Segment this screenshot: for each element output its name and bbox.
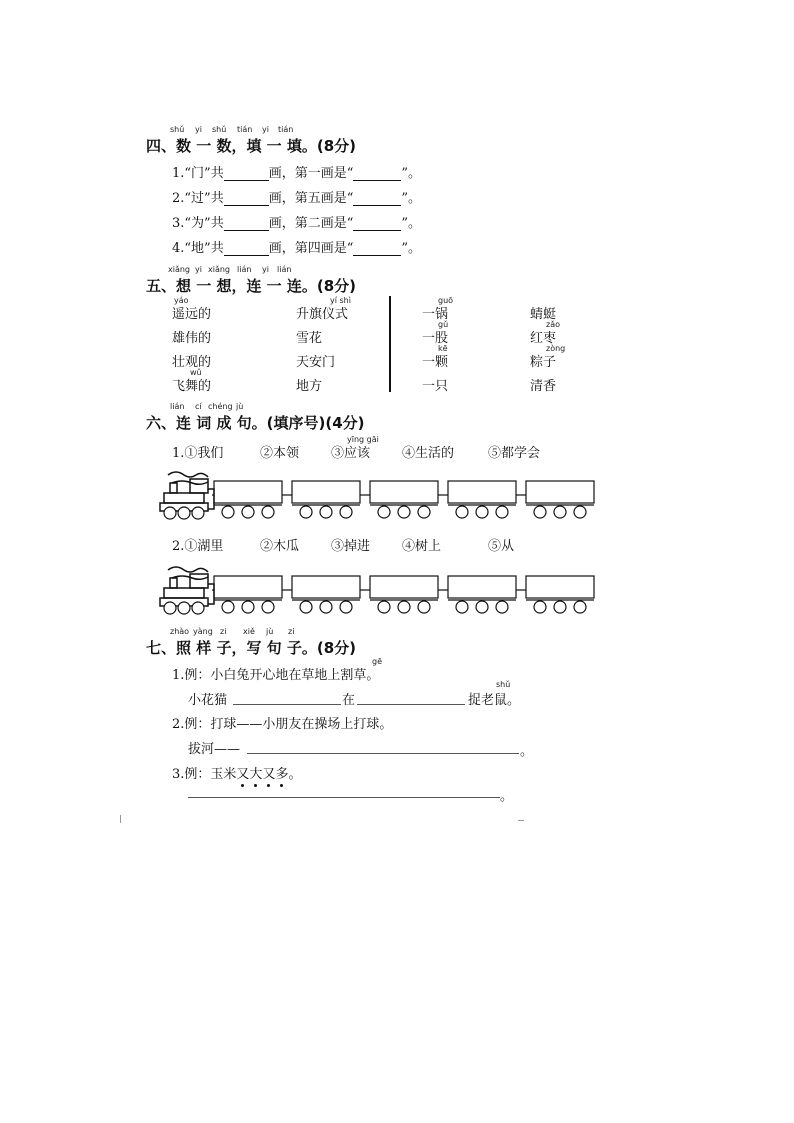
pinyin: chéng xyxy=(208,402,233,411)
pinyin-yi: yi xyxy=(195,125,202,134)
scan-mark xyxy=(120,815,121,823)
match-item[interactable]: 地方 xyxy=(296,379,323,394)
match-item[interactable]: 天安门 xyxy=(296,355,336,370)
pinyin: wǔ xyxy=(190,368,202,377)
word-option: ②木瓜 xyxy=(260,539,300,554)
fill-suffix: 捉老鼠。 xyxy=(468,693,521,708)
pinyin: lián xyxy=(170,402,185,411)
pinyin-shu: shǔ xyxy=(170,125,185,134)
word-option: ⑤从 xyxy=(488,539,515,554)
scan-mark xyxy=(518,820,524,821)
match-item[interactable]: 一颗 xyxy=(422,355,449,370)
pinyin: zǎo xyxy=(546,320,560,329)
stroke-blank[interactable] xyxy=(353,243,401,256)
pinyin: zòng xyxy=(546,344,566,353)
pinyin: zhào xyxy=(170,627,190,636)
stroke-count-blank[interactable] xyxy=(224,193,269,206)
pinyin: jù xyxy=(236,402,244,411)
pinyin: yi xyxy=(195,265,202,274)
section4-item-1: 1.“门”共 画，第一画是“ ”。 xyxy=(172,166,422,181)
pinyin: yàng xyxy=(193,627,213,636)
match-item[interactable]: 一股 xyxy=(422,331,449,346)
word-option: 1.①我们 xyxy=(172,446,224,461)
word-option: ③应该 xyxy=(331,446,371,461)
pinyin: xiě xyxy=(243,627,255,636)
example-1: 1.例：小白兔开心地在草地上割草。 xyxy=(172,668,380,683)
match-item[interactable]: 雪花 xyxy=(296,331,323,346)
match-item[interactable]: 一只 xyxy=(422,379,449,394)
match-item[interactable]: 飞舞的 xyxy=(172,379,212,394)
pinyin-tian2: tián xyxy=(278,125,294,134)
stroke-blank[interactable] xyxy=(353,193,401,206)
pinyin: lián xyxy=(237,265,252,274)
section4-title: 四、数 一 数，填 一 填。(8分) xyxy=(146,137,357,155)
example-3: 3.例：玉米又大又多。 xyxy=(172,763,301,782)
match-item[interactable]: 蜻蜓 xyxy=(530,307,557,322)
match-item[interactable]: 雄伟的 xyxy=(172,331,212,346)
word-option: ⑤都学会 xyxy=(488,446,541,461)
section7-title: 七、照 样 子，写 句 子。(8分) xyxy=(146,639,357,657)
pinyin-tian: tián xyxy=(237,125,253,134)
word-option: 2.①湖里 xyxy=(172,539,224,554)
section5-title: 五、想 一 想，连 一 连。(8分) xyxy=(146,277,357,295)
stroke-count-blank[interactable] xyxy=(224,243,269,256)
fill-prefix: 小花猫 xyxy=(188,693,228,708)
fill-mid: 在 xyxy=(342,693,356,708)
stroke-count-blank[interactable] xyxy=(224,168,269,181)
stroke-blank[interactable] xyxy=(353,218,401,231)
match-item[interactable]: 一锅 xyxy=(422,307,449,322)
pinyin: yí shì xyxy=(330,296,351,305)
stroke-blank[interactable] xyxy=(353,168,401,181)
section4-item-4: 4.“地”共 画，第四画是“ ”。 xyxy=(172,241,422,256)
word-option: ②本领 xyxy=(260,446,300,461)
pinyin: kē xyxy=(438,344,448,353)
pinyin: xiǎng xyxy=(168,265,191,274)
pinyin: zi xyxy=(288,627,295,636)
answer-line[interactable] xyxy=(357,704,465,705)
pinyin: yīng gāi xyxy=(347,435,379,444)
answer-line[interactable] xyxy=(188,797,500,798)
answer-line[interactable] xyxy=(247,753,519,754)
section6-title: 六、连 词 成 句。(填序号)(4分) xyxy=(146,414,365,432)
pinyin: gē xyxy=(372,657,382,666)
pinyin-shu2: shǔ xyxy=(212,125,227,134)
pinyin: shǔ xyxy=(496,680,511,689)
pinyin: zi xyxy=(220,627,227,636)
divider xyxy=(389,296,391,392)
pinyin: guō xyxy=(438,296,454,305)
pinyin: jù xyxy=(266,627,274,636)
match-item[interactable]: 红枣 xyxy=(530,331,557,346)
period: 。 xyxy=(500,789,514,804)
match-item[interactable]: 壮观的 xyxy=(172,355,212,370)
match-item[interactable]: 升旗仪式 xyxy=(296,307,349,322)
stroke-count-blank[interactable] xyxy=(224,218,269,231)
match-item[interactable]: 清香 xyxy=(530,379,557,394)
word-option: ④树上 xyxy=(402,539,442,554)
answer-line[interactable] xyxy=(233,704,341,705)
pinyin: xiǎng xyxy=(208,265,231,274)
pinyin: cí xyxy=(195,402,202,411)
word-option: ④生活的 xyxy=(402,446,455,461)
section4-item-3: 3.“为”共 画，第二画是“ ”。 xyxy=(172,216,422,231)
section4-item-2: 2.“过”共 画，第五画是“ ”。 xyxy=(172,191,422,206)
train-1-image xyxy=(156,465,596,521)
pinyin: gǔ xyxy=(438,320,449,329)
train-2-image xyxy=(156,560,596,616)
pinyin: yi xyxy=(262,265,269,274)
fill-prefix: 拔河—— xyxy=(188,742,241,757)
pinyin-yi2: yi xyxy=(262,125,269,134)
pinyin: lián xyxy=(277,265,292,274)
word-option: ③掉进 xyxy=(331,539,371,554)
match-item[interactable]: 粽子 xyxy=(530,355,557,370)
pinyin: yáo xyxy=(174,296,189,305)
example-2: 2.例：打球——小朋友在操场上打球。 xyxy=(172,717,393,732)
match-item[interactable]: 遥远的 xyxy=(172,307,212,322)
period: 。 xyxy=(520,744,534,759)
